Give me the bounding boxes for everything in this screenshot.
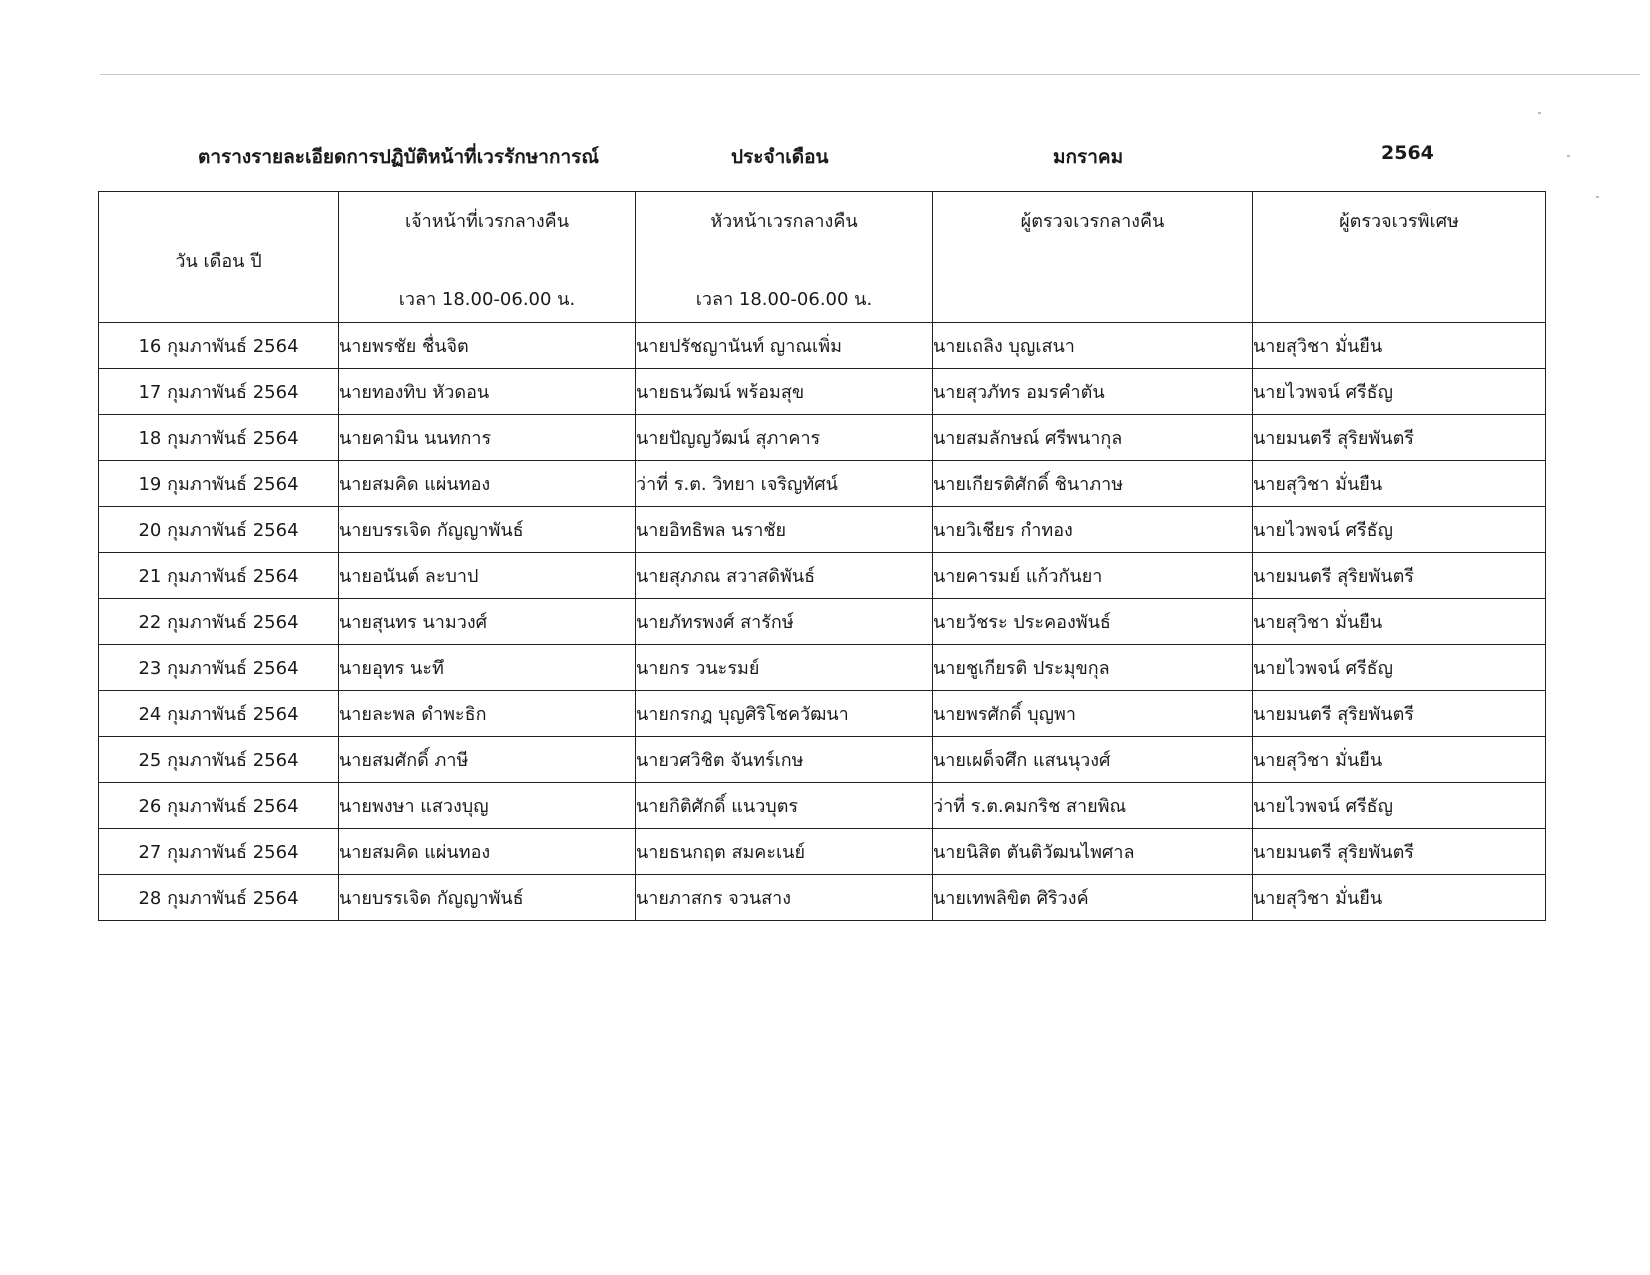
cell-night-officer: นายทองทิบ หัวดอน <box>339 369 636 415</box>
cell-special-inspector: นายไวพจน์ ศรีธัญ <box>1253 507 1546 553</box>
table-row <box>99 323 1546 369</box>
cell-date: 27 กุมภาพันธ์ 2564 <box>99 829 339 875</box>
cell-night-officer: นายคามิน นนทการ <box>339 415 636 461</box>
cell-date: 25 กุมภาพันธ์ 2564 <box>99 737 339 783</box>
cell-special-inspector: นายมนตรี สุริยพันตรี <box>1253 829 1546 875</box>
cell-night-chief: นายปัญญวัฒน์ สุภาคาร <box>636 415 933 461</box>
cell-night-inspector: นายนิสิต ตันติวัฒนไพศาล <box>933 829 1253 875</box>
cell-night-inspector: นายสุวภัทร อมรคำตัน <box>933 369 1253 415</box>
cell-special-inspector: นายไวพจน์ ศรีธัญ <box>1253 783 1546 829</box>
cell-special-inspector: นายไวพจน์ ศรีธัญ <box>1253 369 1546 415</box>
scan-speck <box>1596 196 1599 198</box>
cell-night-inspector: นายวิเชียร กำทอง <box>933 507 1253 553</box>
cell-special-inspector: นายมนตรี สุริยพันตรี <box>1253 415 1546 461</box>
cell-special-inspector: นายมนตรี สุริยพันตรี <box>1253 691 1546 737</box>
table-header-row <box>99 192 1546 323</box>
column-header-special-inspector: ผู้ตรวจเวรพิเศษ <box>1253 192 1546 323</box>
table-row <box>99 691 1546 737</box>
table-row <box>99 369 1546 415</box>
table-row <box>99 875 1546 921</box>
document-title: ตารางรายละเอียดการปฏิบัติหน้าที่เวรรักษาการณ์ <box>198 146 599 168</box>
cell-date: 24 กุมภาพันธ์ 2564 <box>99 691 339 737</box>
cell-date: 19 กุมภาพันธ์ 2564 <box>99 461 339 507</box>
column-header-night-inspector: ผู้ตรวจเวรกลางคืน <box>933 192 1253 323</box>
month-label: ประจำเดือน <box>731 146 829 168</box>
table-row <box>99 461 1546 507</box>
scan-border-line <box>100 74 1640 75</box>
cell-night-inspector: นายเถลิง บุญเสนา <box>933 323 1253 369</box>
table-row <box>99 415 1546 461</box>
cell-night-inspector: นายพรศักดิ์ บุญพา <box>933 691 1253 737</box>
table-body <box>99 323 1546 921</box>
table-row <box>99 599 1546 645</box>
cell-night-officer: นายสมคิด แผ่นทอง <box>339 461 636 507</box>
cell-night-officer: นายบรรเจิด กัญญาพันธ์ <box>339 507 636 553</box>
cell-night-chief: นายภาสกร จวนสาง <box>636 875 933 921</box>
cell-night-chief: นายกร วนะรมย์ <box>636 645 933 691</box>
cell-night-chief: นายกรกฎ บุญศิริโชควัฒนา <box>636 691 933 737</box>
column-header-night-chief: หัวหน้าเวรกลางคืน เวลา 18.00-06.00 น. <box>636 192 933 323</box>
cell-night-officer: นายสุนทร นามวงศ์ <box>339 599 636 645</box>
table-row <box>99 783 1546 829</box>
cell-night-officer: นายสมคิด แผ่นทอง <box>339 829 636 875</box>
cell-date: 18 กุมภาพันธ์ 2564 <box>99 415 339 461</box>
cell-night-inspector: นายชูเกียรติ ประมุขกุล <box>933 645 1253 691</box>
cell-night-officer: นายอุทร นะทึ <box>339 645 636 691</box>
table-row <box>99 507 1546 553</box>
cell-night-inspector: ว่าที่ ร.ต.คมกริช สายพิณ <box>933 783 1253 829</box>
column-header-date: วัน เดือน ปี <box>99 192 339 323</box>
cell-night-chief: นายสุภภณ สวาสดิพันธ์ <box>636 553 933 599</box>
cell-night-officer: นายพงษา แสวงบุญ <box>339 783 636 829</box>
cell-date: 21 กุมภาพันธ์ 2564 <box>99 553 339 599</box>
cell-date: 23 กุมภาพันธ์ 2564 <box>99 645 339 691</box>
cell-special-inspector: นายไวพจน์ ศรีธัญ <box>1253 645 1546 691</box>
cell-night-officer: นายละพล ดำพะธิก <box>339 691 636 737</box>
table-row <box>99 737 1546 783</box>
cell-date: 16 กุมภาพันธ์ 2564 <box>99 323 339 369</box>
year-value: 2564 <box>1381 142 1434 164</box>
table-row <box>99 645 1546 691</box>
cell-night-chief: นายธนกฤต สมคะเนย์ <box>636 829 933 875</box>
cell-special-inspector: นายสุวิชา มั่นยืน <box>1253 737 1546 783</box>
cell-special-inspector: นายสุวิชา มั่นยืน <box>1253 461 1546 507</box>
cell-night-chief: ว่าที่ ร.ต. วิทยา เจริญทัศน์ <box>636 461 933 507</box>
cell-night-inspector: นายเกียรติศักดิ์ ชินาภาษ <box>933 461 1253 507</box>
cell-night-inspector: นายวัชระ ประคองพันธ์ <box>933 599 1253 645</box>
cell-date: 28 กุมภาพันธ์ 2564 <box>99 875 339 921</box>
cell-night-inspector: นายคารมย์ แก้วกันยา <box>933 553 1253 599</box>
cell-date: 17 กุมภาพันธ์ 2564 <box>99 369 339 415</box>
cell-night-chief: นายอิทธิพล นราชัย <box>636 507 933 553</box>
cell-night-officer: นายสมศักดิ์ ภาษี <box>339 737 636 783</box>
cell-night-chief: นายวศวิชิต จันทร์เกษ <box>636 737 933 783</box>
cell-special-inspector: นายสุวิชา มั่นยืน <box>1253 323 1546 369</box>
cell-night-officer: นายบรรเจิด กัญญาพันธ์ <box>339 875 636 921</box>
duty-roster-table <box>98 191 1546 921</box>
scan-speck <box>1538 112 1541 114</box>
cell-night-inspector: นายเทพลิขิต ศิริวงค์ <box>933 875 1253 921</box>
cell-special-inspector: นายสุวิชา มั่นยืน <box>1253 875 1546 921</box>
cell-date: 20 กุมภาพันธ์ 2564 <box>99 507 339 553</box>
cell-date: 22 กุมภาพันธ์ 2564 <box>99 599 339 645</box>
table-row <box>99 553 1546 599</box>
cell-special-inspector: นายสุวิชา มั่นยืน <box>1253 599 1546 645</box>
cell-night-officer: นายอนันต์ ละบาป <box>339 553 636 599</box>
cell-night-chief: นายธนวัฒน์ พร้อมสุข <box>636 369 933 415</box>
cell-date: 26 กุมภาพันธ์ 2564 <box>99 783 339 829</box>
cell-night-officer: นายพรชัย ชื่นจิต <box>339 323 636 369</box>
table-row <box>99 829 1546 875</box>
cell-night-chief: นายปรัชญานันท์ ญาณเพิ่ม <box>636 323 933 369</box>
cell-night-inspector: นายสมลักษณ์ ศรีพนากุล <box>933 415 1253 461</box>
cell-special-inspector: นายมนตรี สุริยพันตรี <box>1253 553 1546 599</box>
column-header-night-officer: เจ้าหน้าที่เวรกลางคืน เวลา 18.00-06.00 น. <box>339 192 636 323</box>
cell-night-chief: นายกิติศักดิ์ แนวบุตร <box>636 783 933 829</box>
month-value: มกราคม <box>1053 146 1124 168</box>
document-header <box>0 142 1650 172</box>
cell-night-inspector: นายเผด็จศึก แสนนุวงศ์ <box>933 737 1253 783</box>
cell-night-chief: นายภัทรพงศ์ สารักษ์ <box>636 599 933 645</box>
